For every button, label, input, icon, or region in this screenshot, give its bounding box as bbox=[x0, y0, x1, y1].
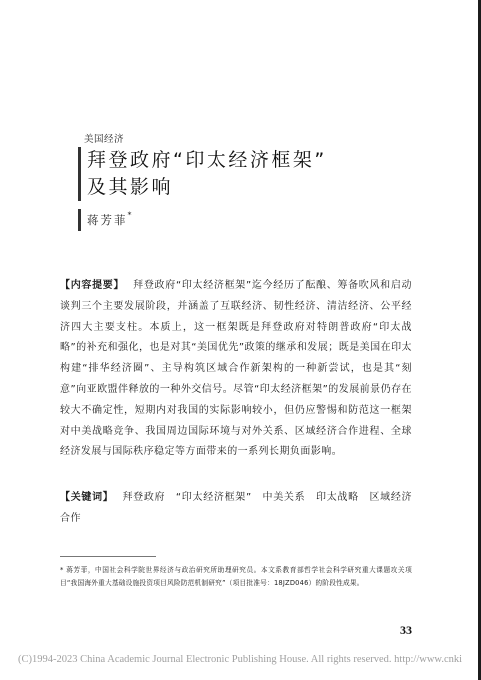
author-footnote-mark: * bbox=[127, 210, 132, 220]
copyright-watermark: (C)1994-2023 China Academic Journal Electronic Publishing House. All rights reserved. http://www.cnki bbox=[18, 654, 463, 665]
keywords-label: 【关键词】 bbox=[60, 492, 114, 503]
keywords bbox=[60, 488, 412, 530]
abstract-label: 【内容提要】 bbox=[60, 280, 125, 291]
article-title bbox=[78, 147, 387, 201]
abstract bbox=[60, 276, 412, 463]
author-footnote: * 蒋芳菲，中国社会科学院世界经济与政治研究所助理研究员。本文系教育部哲学社会科学研究重大课题攻关项目“我国海外重大基础设施投资项目风险防范机制研究”（项目批准号：18JZD046）的阶段性成果。 bbox=[60, 566, 412, 587]
abstract-text: 拜登政府“印太经济框架”迄今经历了酝酿、筹备吹风和启动谈判三个主要发展阶段，并涵盖了互联经济、韧性经济、清洁经济、公平经济四大主要支柱。本质上，这一框架既是拜登政府对特朗普政府“印太战略”的补充和强化，也是对其“美国优先”政策的继承和发展；既是美国在印太构建“排华经济圈”、主导构筑区域合作新架构的一种新尝试，也是其“刻意”向亚欧盟伴释放的一种外交信号。尽管“印太经济框架”的发展前景仍存在较大不确定性，短期内对我国的实际影响较小，但仍应警惕和防范这一框架对中美战略竞争、我国周边国际环境与对外关系、区域经济合作进程、全球经济发展与国际秩序稳定等方面带来的一系列长期负面影响。 bbox=[60, 280, 413, 458]
footnote-divider bbox=[60, 556, 156, 557]
author-block bbox=[78, 209, 132, 231]
title-line-1: 拜登政府“印太经济框架” bbox=[87, 149, 327, 171]
author-name: 蒋芳菲 bbox=[87, 213, 128, 227]
section-label: 美国经济 bbox=[84, 134, 125, 145]
keywords-text: 拜登政府 “印太经济框架” 中美关系 印太战略 区域经济合作 bbox=[60, 492, 412, 524]
page-number: 33 bbox=[400, 623, 412, 637]
title-line-2: 及其影响 bbox=[87, 176, 174, 198]
